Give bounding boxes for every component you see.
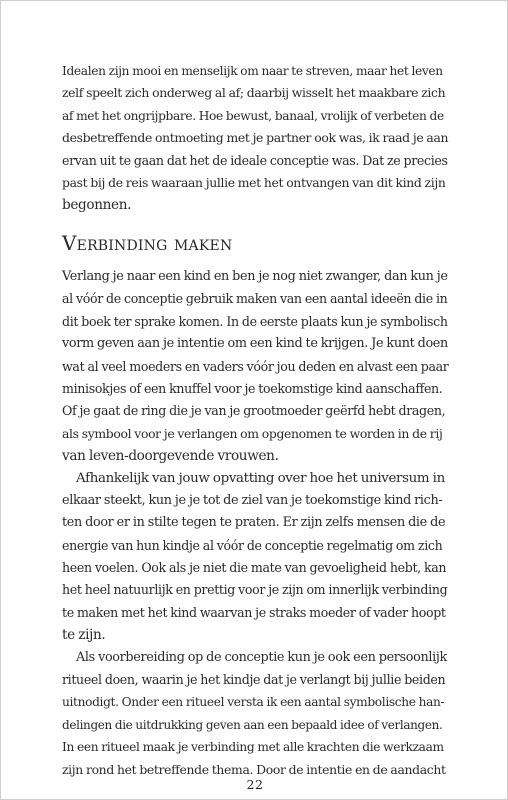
text-line: ervan uit te gaan dat het de ideale conceptie was. Dat ze precies [62, 152, 448, 168]
text-line: Verlang je naar een kind en ben je nog niet zwanger, dan kun je [62, 269, 448, 284]
text-line: past bij de reis waaraan jullie met het ontvangen van dit kind zijn [62, 174, 446, 190]
text-line: desbetreffende ontmoeting met je partner ook was, ik raad je aan [62, 130, 449, 146]
text-line: te maken met het kind waarvan je straks moeder of vader hoopt [62, 604, 446, 620]
text-line: elkaar steekt, kun je je tot de ziel van je toekomstige kind rich- [62, 492, 443, 508]
text-line: af met het ongrijpbare. Hoe bewust, banaal, vrolijk of verbeten de [62, 108, 444, 123]
text-line: In een ritueel maak je verbinding met alle krachten die werkzaam [62, 740, 444, 755]
text-line: Afhankelijk van jouw opvatting over hoe het universum in [76, 470, 445, 486]
text-line: te zijn. [62, 627, 106, 644]
text-line: energie van hun kindje al vóór de conceptie regelmatig om zich [62, 537, 443, 553]
text-line: Als voorbereiding op de conceptie kun je ook een persoonlijk [76, 649, 447, 665]
text-line: minisokjes of een knuffel voor je toekomstige kind aanschaffen. [62, 380, 443, 396]
section-body [62, 266, 448, 781]
text-line: begonnen. [62, 197, 132, 214]
paragraph [62, 468, 448, 647]
paragraph [62, 647, 448, 781]
text-line: dit boek ter sprake komen. In de eerste plaats kun je symbolisch [62, 313, 448, 329]
text-line: delingen die uitdrukking geven aan een bepaald idee of verlangen. [62, 717, 443, 732]
page-number: 22 [246, 777, 264, 792]
text-line: Of je gaat de ring die je van je grootmoeder geërfd hebt dragen, [62, 403, 446, 419]
text-line: van leven-doorgevende vrouwen. [62, 448, 279, 465]
text-line: het heel natuurlijk en prettig voor je zijn om innerlijk verbinding [62, 582, 448, 598]
text-line: ten door er in stilte tegen te praten. Er zijn zelfs mensen die de [62, 515, 446, 531]
section-heading: Verbinding maken [62, 231, 233, 255]
text-line: zijn rond het betreffende thema. Door de intentie en de aandacht [62, 761, 446, 777]
text-line: als symbool voor je verlangen om opgenomen te worden in de rij [62, 425, 443, 441]
text-line: vorm geven aan je intentie om een kind te krijgen. Je kunt doen [62, 336, 448, 352]
text-line: wat al veel moeders en vaders vóór jou deden en alvast een paar [62, 358, 449, 374]
intro-paragraph [62, 60, 448, 217]
text-line: Idealen zijn mooi en menselijk om naar te streven, maar het leven [62, 64, 443, 78]
text-line: ritueel doen, waarin je het kindje dat je verlangt bij jullie beiden [62, 672, 446, 688]
text-line: heen voelen. Ook als je niet die mate van gevoeligheid hebt, kan [62, 560, 447, 576]
text-line: uitnodigt. Onder een ritueel versta ik een aantal symbolische han- [62, 695, 445, 710]
text-line: zelf speelt zich onderweg al af; daarbij wisselt het maakbare zich [62, 85, 446, 101]
paragraph [62, 266, 448, 468]
text-line: al vóór de conceptie gebruik maken van een aantal ideeën die in [62, 291, 448, 307]
